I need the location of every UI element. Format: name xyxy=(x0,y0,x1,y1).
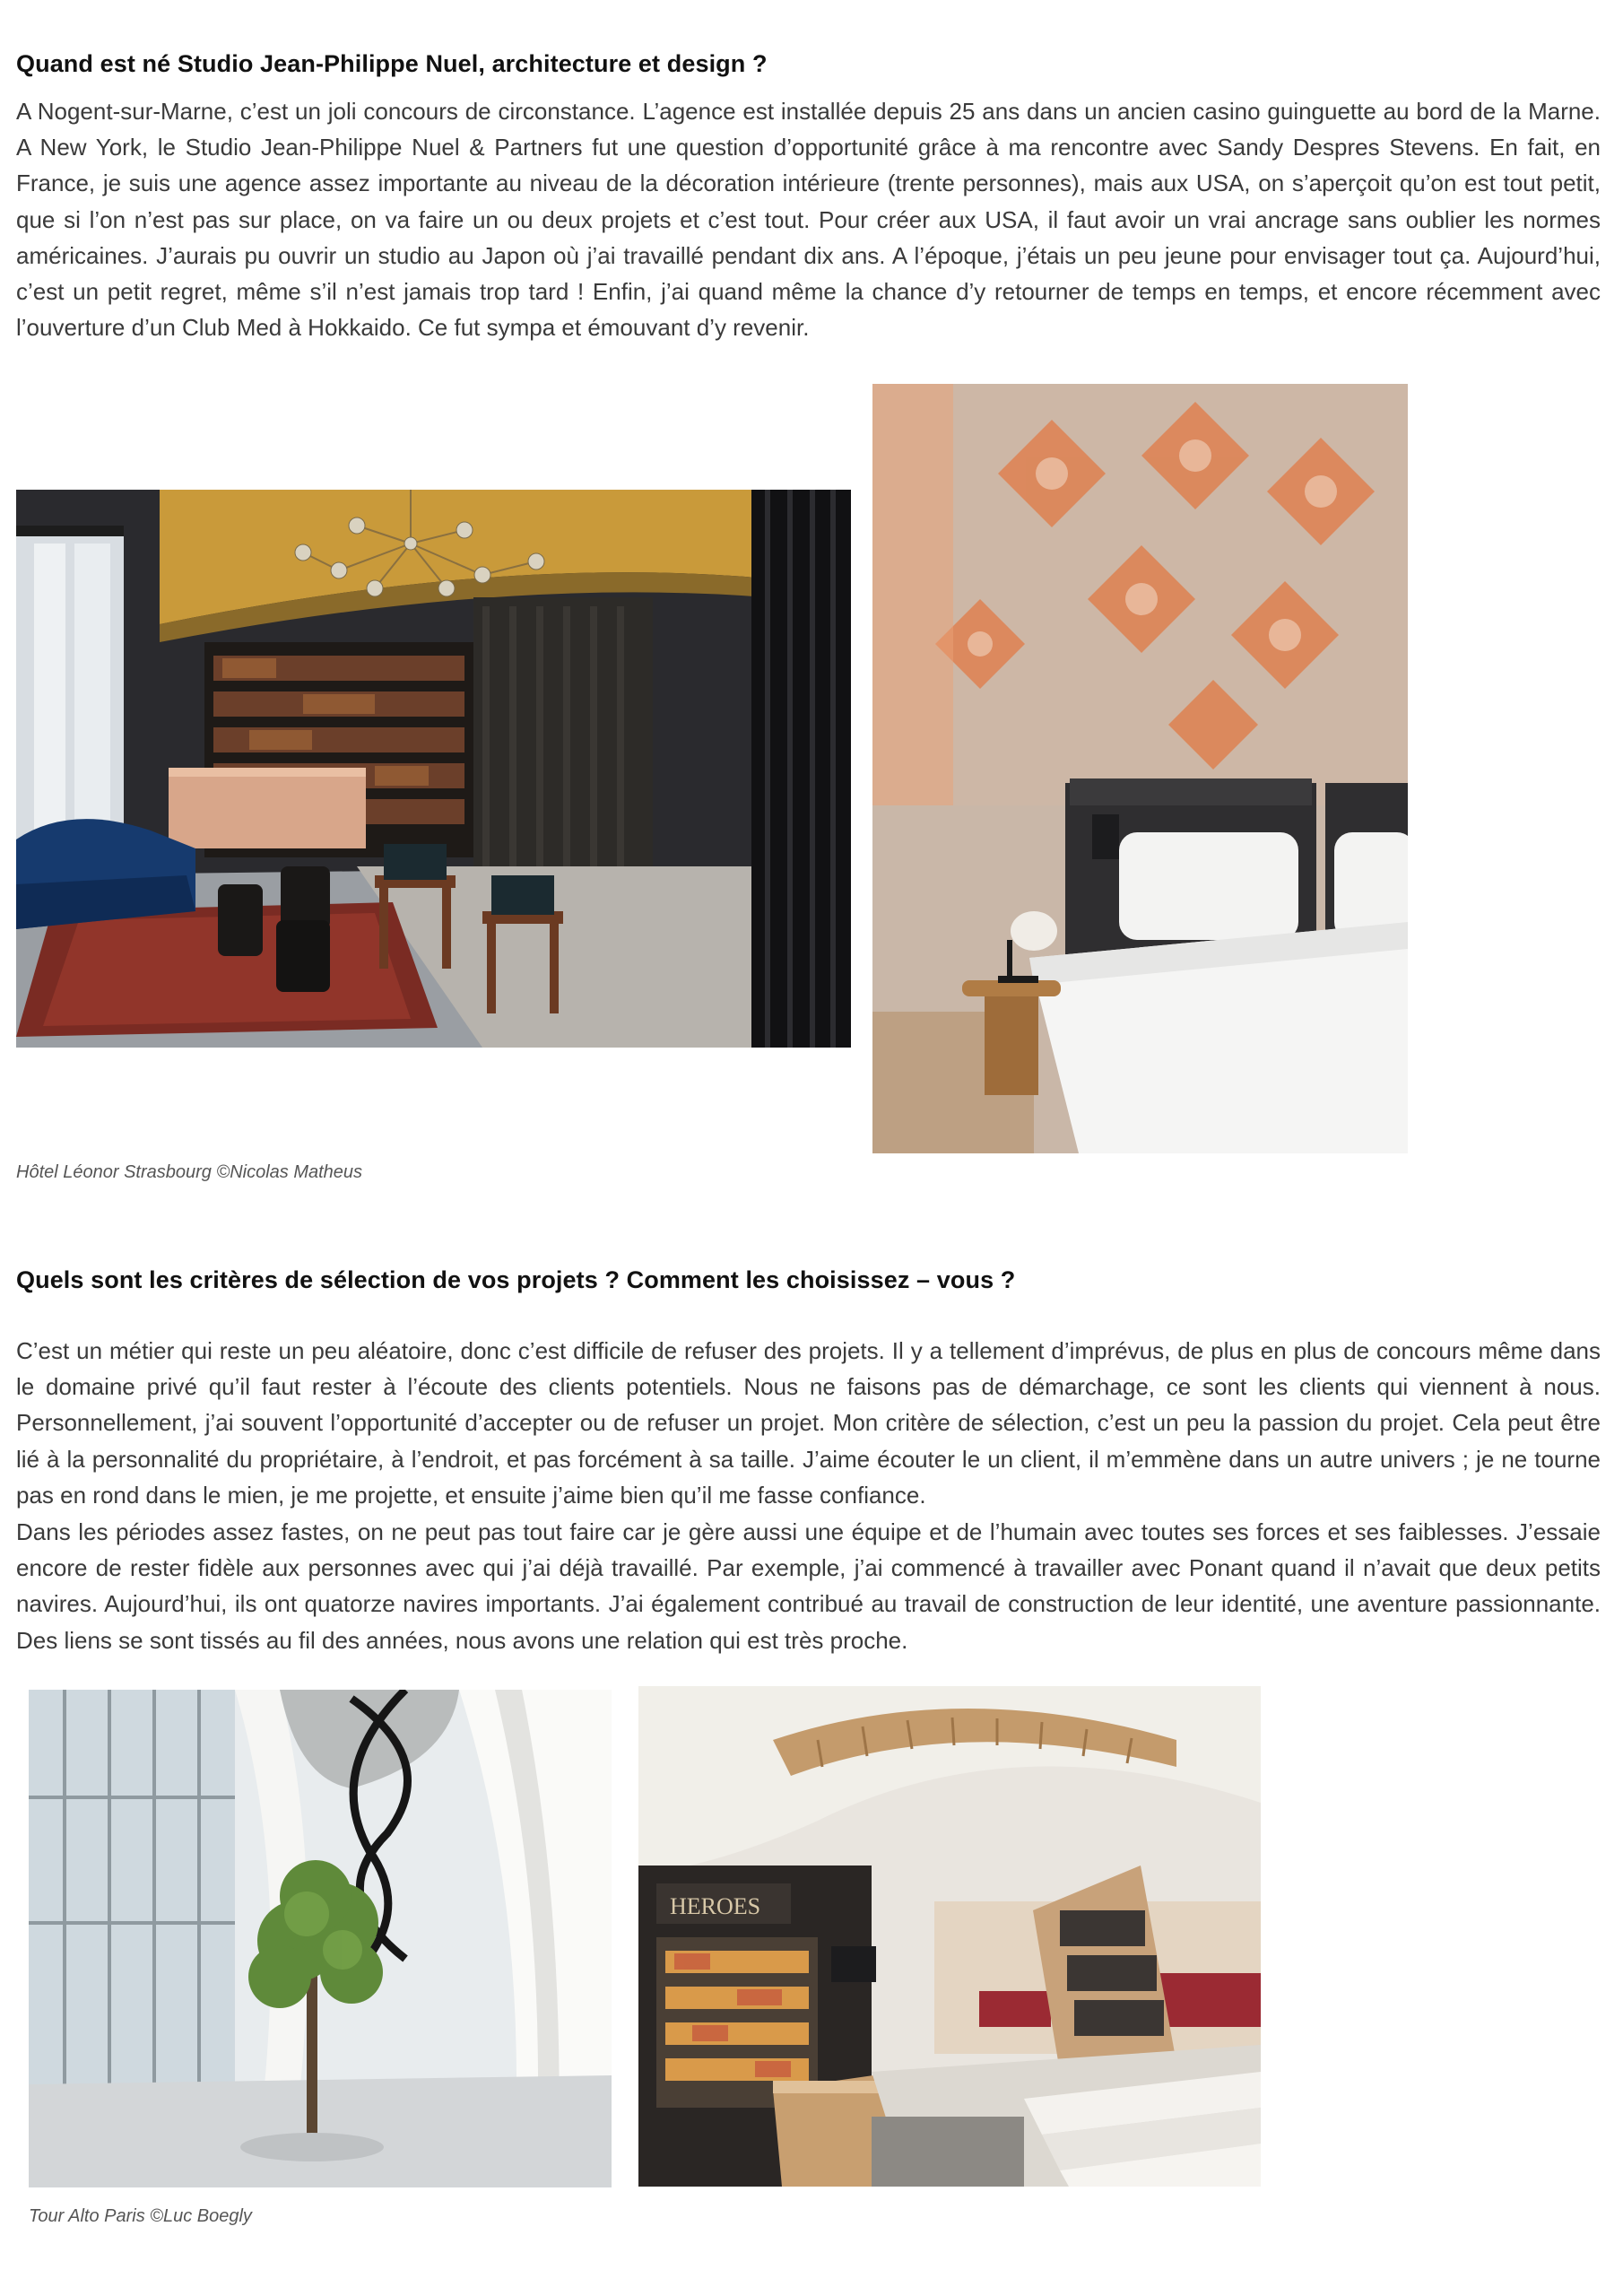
hotel-lobby-photo xyxy=(16,490,851,1048)
section-paragraph-1: A Nogent-sur-Marne, c’est un joli concours de circonstance. L’agence est installée depuis 25 ans dans un ancien casino guinguette au bord de la Marne. A New York, le Studio Jean-Philippe Nuel & Partners fut une question d’opportunité grâce à ma rencontre avec Sandy Despres Stevens. En fait, en France, je suis une agence assez importante au niveau de la décoration intérieure (trente personnes), mais aux USA, on s’aperçoit qu’on est tout petit, que si l’on n’est pas sur place, on va faire un ou deux projets et c’est tout. Pour créer aux USA, il faut avoir un vrai ancrage sans oublier les normes américaines. J’aurais pu ouvrir un studio au Japon où j’ai travaillé pendant dix ans. A l’époque, j’étais un peu jeune pour envisager tout ça. Aujourd’hui, c’est un petit regret, même s’il n’est jamais trop tard ! Enfin, j’ai quand même la chance d’y retourner de temps en temps, et encore récemment avec l’ouverture d’un Club Med à Hokkaido. Ce fut sympa et émouvant d’y revenir. xyxy=(16,98,1601,342)
section-heading-2: Quels sont les critères de sélection de vos projets ? Comment les choisissez – vous ? xyxy=(16,1266,1016,1293)
bedroom-photo xyxy=(872,384,1408,1153)
section-heading-1: Quand est né Studio Jean-Philippe Nuel, architecture et design ? xyxy=(16,50,768,77)
photo-caption-1: Hôtel Léonor Strasbourg ©Nicolas Matheus xyxy=(16,1162,363,1182)
section-paragraph-2b: Dans les périodes assez fastes, on ne peut pas tout faire car je gère aussi une équipe et de l’humain avec toutes ses forces et ses faiblesses. J’essaie encore de rester fidèle aux personnes avec qui j’ai déjà travaillé. Par exemple, j’ai commencé à travailler avec Ponant quand il n’avait que deux petits navires. Aujourd’hui, ils ont quatorze navires importants. J’ai également contribué au travail de construction de leur identité, une aventure passionnante. Des liens se sont tissés au fil des années, nous avons une relation qui est très proche. xyxy=(16,1518,1601,1654)
section-paragraph-2a: C’est un métier qui reste un peu aléatoire, donc c’est difficile de refuser des projets. Il y a tellement d’imprévus, de plus en plus de concours même dans le domaine privé qu’il faut rester à l’écoute des clients potentiels. Nous ne faisons pas de démarchage, ce sont les clients qui viennent à nous. Personnellement, j’ai souvent l’opportunité d’accepter ou de refuser un projet. Mon critère de sélection, c’est un peu la passion du projet. Cela peut être lié à la personnalité du propriétaire, à l’endroit, et pas forcément à sa taille. J’aime écouter le un client, il m’emmène dans un autre univers ; je ne tourne pas en rond dans le mien, je me projette, et ensuite j’aime bien qu’il me fasse confiance. xyxy=(16,1337,1601,1509)
atrium-photo xyxy=(29,1690,612,2187)
photo-caption-2: Tour Alto Paris ©Luc Boegly xyxy=(29,2206,252,2226)
shop-sign-text: HEROES xyxy=(670,1893,761,1919)
shop-interior-photo xyxy=(638,1686,1261,2187)
